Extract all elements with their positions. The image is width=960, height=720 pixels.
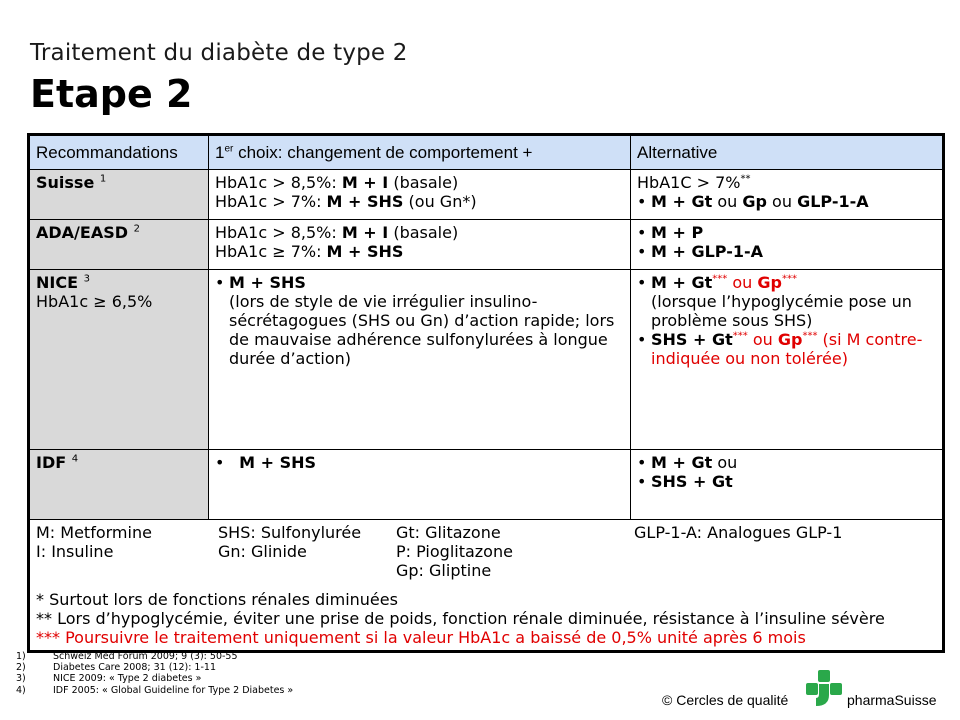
recommendations-table [27, 133, 945, 653]
abbreviations-legend [29, 520, 944, 652]
idf-first-choice: • M + SHS [209, 450, 631, 520]
label-nice: NICE $^3$ HbA1c ≥ 6,5% [29, 270, 209, 450]
suisse-alternative: HbA1C > 7%** • M + Gt ou Gp ou GLP-1-A [631, 170, 944, 220]
row-idf [29, 450, 944, 520]
row-nice [29, 270, 944, 450]
nice-alternative: • M + Gt*** ou Gp*** (lorsque l’hypoglycémie pose un problème sous SHS) • SHS + Gt*** ou Gp*** (si M contre-indiquée ou non tolérée) [631, 270, 944, 450]
header-recommandations: Recommandations [29, 135, 209, 170]
legend-col-2: SHS: Sulfonylurée Gn: Glinide [218, 523, 362, 561]
table-header-row [29, 135, 944, 170]
legend-notes [36, 590, 936, 647]
footer-brand: pharmaSuisse [847, 692, 937, 708]
reference-item: 3) NICE 2009: « Type 2 diabetes » [16, 673, 202, 685]
idf-alternative: • M + Gt ou • SHS + Gt [631, 450, 944, 520]
legend-col-4: GLP-1-A: Analogues GLP-1 [634, 523, 843, 542]
header-alternative: Alternative [631, 135, 944, 170]
header-premier-choix: 1er choix: changement de comportement + [209, 135, 631, 170]
legend-col-1: M: Metformine I: Insuline [36, 523, 152, 561]
note-2: ** Lors d’hypoglycémie, éviter une prise de poids, fonction rénale diminuée, résistance à l’insuline sévère [36, 609, 885, 628]
pharmasuisse-cross-icon [804, 668, 844, 708]
reference-item: 1) Schweiz Med Forum 2009; 9 (3): 50-55 [16, 651, 238, 662]
slide-title: Etape 2 [30, 72, 193, 116]
ada-alternative: • M + P • M + GLP-1-A [631, 220, 944, 270]
row-suisse [29, 170, 944, 220]
ada-first-choice: HbA1c > 8,5%: M + I (basale) HbA1c ≥ 7%: M + SHS [209, 220, 631, 270]
nice-first-choice: • M + SHS (lors de style de vie irrégulier insulino-sécrétagogues (SHS ou Gn) d’action rapide; lors de mauvaise adhérence sulfonylurées à longue durée d’action) [209, 270, 631, 450]
reference-item: 2) Diabetes Care 2008; 31 (12): 1-11 [16, 662, 216, 674]
label-idf: IDF $^4$ [29, 450, 209, 520]
reference-item: 4) IDF 2005: « Global Guideline for Type 2 Diabetes » [16, 684, 294, 696]
label-ada-easd: ADA/EASD $^2$ [29, 220, 209, 270]
slide-subtitle: Traitement du diabète de type 2 [30, 40, 408, 66]
label-suisse: Suisse $^1$ [29, 170, 209, 220]
legend-col-3: Gt: Glitazone P: Pioglitazone Gp: Gliptine [396, 523, 513, 580]
row-ada-easd [29, 220, 944, 270]
note-3: *** Poursuivre le traitement uniquement si la valeur HbA1c a baissé de 0,5% unité après 6 mois [36, 628, 806, 647]
note-1: * Surtout lors de fonctions rénales diminuées [36, 590, 398, 609]
references-list [16, 651, 293, 696]
footer-copyright: © Cercles de qualité [662, 692, 789, 708]
row-legend [29, 520, 944, 652]
suisse-first-choice: HbA1c > 8,5%: M + I (basale) HbA1c > 7%: M + SHS (ou Gn*) [209, 170, 631, 220]
